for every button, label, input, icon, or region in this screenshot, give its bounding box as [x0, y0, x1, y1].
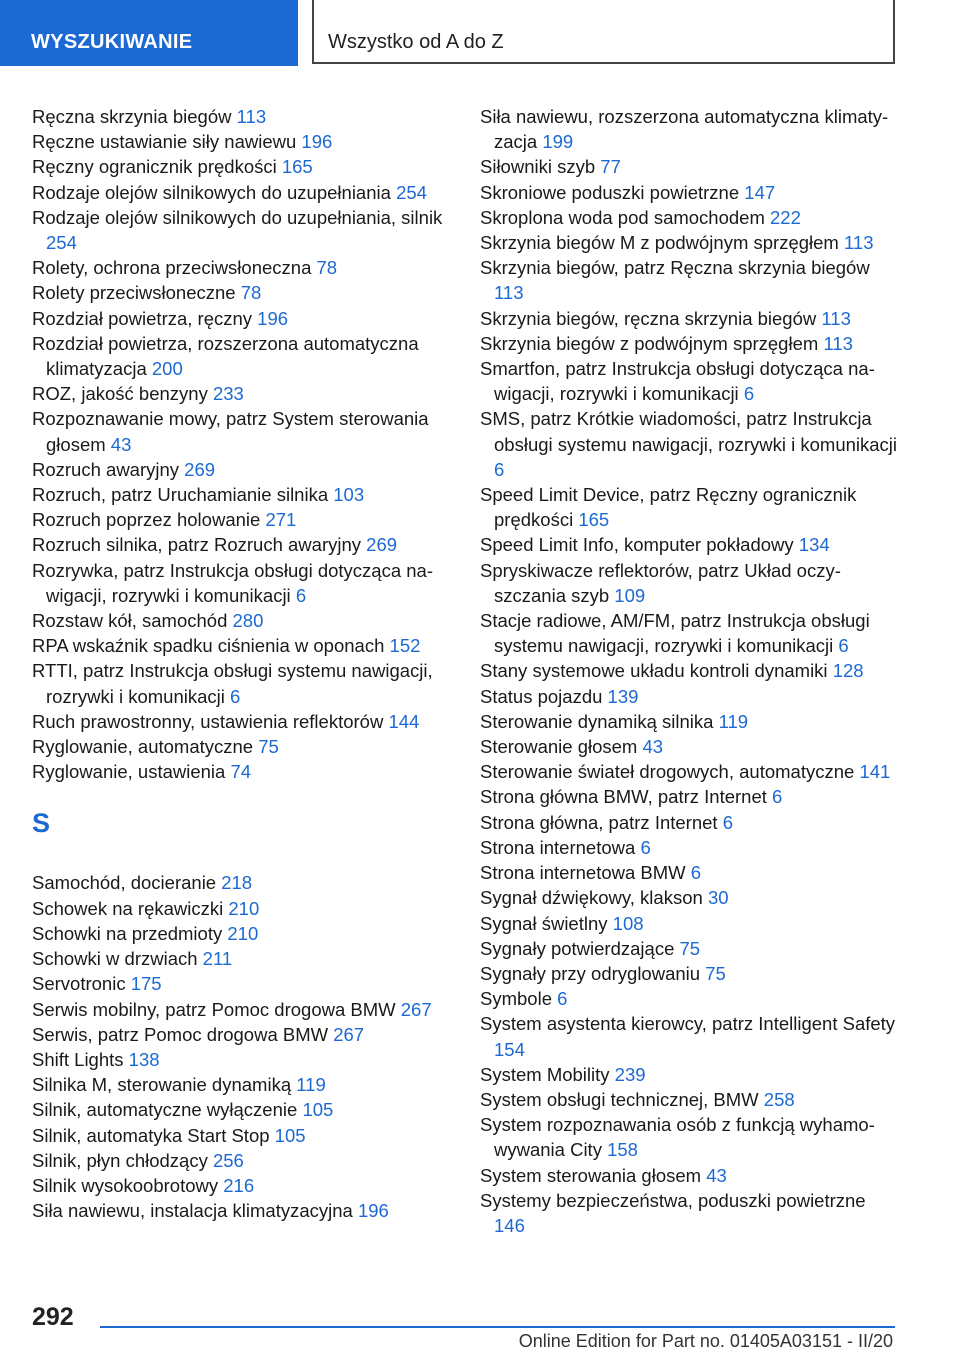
page-link[interactable]: 6 — [743, 383, 755, 405]
page-link[interactable]: 165 — [281, 156, 313, 178]
index-entry — [480, 532, 900, 557]
index-entry — [480, 961, 900, 986]
index-entry-text: Silnik wysokoobrotowy — [32, 1174, 219, 1196]
index-entry-text: Ryglowanie, ustawienia — [32, 761, 226, 783]
index-entry-text: Sterowanie dynamiką silnika — [480, 710, 714, 732]
index-entry — [480, 1062, 900, 1087]
page-link[interactable]: 74 — [230, 761, 252, 783]
page-link[interactable]: 108 — [612, 912, 644, 934]
index-entry-text: Sygnały przy odryglowaniu — [480, 962, 701, 984]
index-entry — [480, 406, 900, 482]
page-link[interactable]: 6 — [838, 635, 849, 657]
index-entry — [480, 734, 900, 759]
index-entry-text: Spryskiwacze reflektorów, patrz Układ oczyszczania szyb — [480, 559, 841, 606]
index-column-right — [480, 104, 900, 1238]
page-link[interactable]: 6 — [690, 862, 702, 884]
index-entry-text: Speed Limit Info, komputer pokładowy — [480, 534, 794, 556]
page-link[interactable]: 30 — [707, 887, 729, 909]
page-link[interactable]: 105 — [274, 1124, 306, 1146]
index-entry — [32, 255, 462, 280]
page-link[interactable]: 210 — [228, 897, 260, 919]
index-entry — [480, 1163, 900, 1188]
page-link[interactable]: 78 — [316, 257, 338, 279]
page-link[interactable]: 146 — [494, 1214, 525, 1236]
page-link[interactable]: 6 — [640, 836, 651, 858]
index-entry-text: SMS, patrz Krótkie wiadomości, patrz Instrukcja obsługi systemu nawigacji, rozrywki i komunikacji — [480, 408, 898, 455]
index-entry — [32, 406, 462, 456]
index-entry-text: Status pojazdu — [480, 685, 603, 707]
index-entry-text: Skroplona woda pod samochodem — [480, 206, 765, 228]
index-entry-text: Rodzaje olejów silnikowych do uzupełniania — [32, 181, 391, 203]
index-entry — [480, 835, 900, 860]
index-entry-text: Rozdział powietrza, ręczny — [32, 307, 253, 329]
index-entry-text: Silnika M, sterowanie dynamiką — [32, 1074, 292, 1096]
index-entry — [32, 532, 462, 557]
index-entry — [480, 230, 900, 255]
index-entry — [32, 759, 462, 784]
index-entry-text: System sterowania głosem — [480, 1164, 702, 1186]
page-link[interactable]: 144 — [388, 710, 420, 732]
index-entry-text: System obsługi technicznej, BMW — [480, 1088, 759, 1110]
index-entry — [32, 507, 462, 532]
page-link[interactable]: 75 — [679, 937, 701, 959]
index-entry — [32, 558, 462, 608]
page-link[interactable]: 128 — [832, 660, 864, 682]
index-entry — [480, 1011, 900, 1061]
index-entry — [480, 986, 900, 1011]
index-entry — [32, 306, 462, 331]
page-link[interactable]: 6 — [230, 685, 241, 707]
page-link[interactable]: 254 — [396, 181, 427, 203]
index-entry-text: Rozruch awaryjny — [32, 458, 180, 480]
page-link[interactable]: 43 — [642, 736, 664, 758]
page-link[interactable]: 105 — [302, 1099, 334, 1121]
index-entry-text: Rozruch poprzez holowanie — [32, 509, 261, 531]
index-entry — [32, 608, 462, 633]
index-entry-text: Skrzynia biegów z podwójnym sprzęgłem — [480, 332, 819, 354]
page-link[interactable]: 113 — [843, 232, 874, 254]
index-entry-text: Rozruch silnika, patrz Rozruch awaryjny — [32, 534, 362, 556]
page-link[interactable]: 6 — [722, 811, 733, 833]
page-link[interactable]: 222 — [770, 206, 801, 228]
index-column-left — [32, 104, 462, 1223]
footer-divider — [100, 1326, 895, 1328]
page-link[interactable]: 113 — [823, 332, 853, 354]
index-entry-text: Strona internetowa BMW — [480, 862, 686, 884]
index-entry-text: Skrzynia biegów, ręczna skrzynia biegów — [480, 307, 817, 329]
index-entry — [32, 331, 462, 381]
index-entry — [480, 558, 900, 608]
page-link[interactable]: 119 — [718, 710, 749, 732]
index-entry-text: Serwis mobilny, patrz Pomoc drogowa BMW — [32, 998, 396, 1020]
index-entry-text: Strona internetowa — [480, 836, 636, 858]
page-link[interactable]: 196 — [357, 1200, 389, 1222]
page-link[interactable]: 267 — [400, 998, 432, 1020]
index-entry-text: Siłowniki szyb — [480, 156, 596, 178]
index-entry — [480, 784, 900, 809]
page-link[interactable]: 165 — [578, 509, 610, 531]
page-link[interactable]: 119 — [296, 1074, 326, 1096]
index-entry-text: Silnik, automatyka Start Stop — [32, 1124, 270, 1146]
index-entry — [32, 1123, 462, 1148]
index-entry-text: Rozdział powietrza, rozszerzona automatyczna klimatyzacja — [32, 332, 419, 380]
index-entry — [32, 1047, 462, 1072]
index-entry — [32, 709, 462, 734]
index-entry — [480, 885, 900, 910]
page-link[interactable]: 109 — [614, 584, 646, 606]
index-entry — [32, 870, 462, 895]
page-number: 292 — [32, 1303, 74, 1331]
page-link[interactable]: 43 — [110, 433, 132, 455]
index-entry — [32, 104, 462, 129]
index-entry — [480, 104, 900, 154]
index-entry — [32, 896, 462, 921]
edition-note: Online Edition for Part no. 01405A03151 - II/20 — [518, 1331, 893, 1351]
index-entry-text: RTTI, patrz Instrukcja obsługi systemu nawigacji, rozrywki i komunikacji — [32, 660, 433, 707]
index-entry-text: Siła nawiewu, rozszerzona automatyczna klimatyzacja — [480, 106, 889, 153]
index-entry-text: Strona główna, patrz Internet — [480, 811, 718, 833]
index-entry — [480, 810, 900, 835]
index-entry-text: Rozrywka, patrz Instrukcja obsługi dotycząca nawigacji, rozrywki i komunikacji — [32, 559, 434, 606]
index-entry-text: ROZ, jakość benzyny — [32, 383, 208, 405]
index-entry-text: System Mobility — [480, 1063, 610, 1085]
index-entry-text: Rolety przeciwsłoneczne — [32, 282, 236, 304]
page-link[interactable]: 269 — [366, 534, 398, 556]
index-entry — [32, 658, 462, 708]
index-entry-text: Ręczna skrzynia biegów — [32, 106, 232, 127]
index-entry — [480, 759, 900, 784]
index-entry — [480, 205, 900, 230]
index-entry-text: Shift Lights — [32, 1048, 124, 1070]
page-link[interactable]: 152 — [389, 635, 421, 657]
index-entry — [32, 921, 462, 946]
index-entry — [32, 1097, 462, 1122]
index-entry-text: Servotronic — [32, 973, 126, 995]
index-entry-text: Stany systemowe układu kontroli dynamiki — [480, 660, 828, 682]
page-link[interactable]: 269 — [184, 458, 216, 480]
index-entry — [32, 205, 462, 255]
index-entry — [32, 1022, 462, 1047]
index-entry — [32, 1148, 462, 1173]
index-entry — [480, 1087, 900, 1112]
index-entry-text: Schowek na rękawiczki — [32, 897, 224, 919]
page-link[interactable]: 6 — [494, 458, 505, 480]
index-entry-text: Systemy bezpieczeństwa, poduszki powietrzne — [480, 1189, 866, 1211]
page-link[interactable]: 216 — [223, 1174, 255, 1196]
index-entry-text: Speed Limit Device, patrz Ręczny ogranicznik prędkości — [480, 484, 857, 531]
page-link[interactable]: 6 — [295, 584, 307, 606]
page-link[interactable]: 134 — [798, 534, 830, 556]
index-entry — [480, 860, 900, 885]
index-entry — [32, 1173, 462, 1198]
page-link[interactable]: 77 — [600, 156, 621, 178]
index-entry-text: Schowki na przedmioty — [32, 922, 223, 944]
index-entry — [480, 482, 900, 532]
index-entry-text: Skrzynia biegów M z podwójnym sprzęgłem — [480, 232, 839, 254]
index-entry — [32, 482, 462, 507]
index-entry — [32, 1198, 462, 1223]
index-entry-text: Rozpoznawanie mowy, patrz System sterowania głosem — [32, 408, 429, 455]
page-link[interactable]: 258 — [763, 1088, 795, 1110]
page-header — [0, 0, 960, 66]
index-entry-text: Sterowanie świateł drogowych, automatyczne — [480, 761, 855, 783]
page-link[interactable]: 267 — [333, 1023, 365, 1045]
index-entry — [480, 154, 900, 179]
page-link[interactable]: 147 — [744, 181, 776, 203]
index-entry — [480, 709, 900, 734]
index-letter-heading: S — [32, 808, 51, 839]
index-entry-text: Serwis, patrz Pomoc drogowa BMW — [32, 1023, 329, 1045]
page-link[interactable]: 158 — [607, 1139, 638, 1161]
page-link[interactable]: 175 — [130, 973, 162, 995]
index-entry-text: Ręczny ogranicznik prędkości — [32, 156, 277, 178]
page-link[interactable]: 43 — [706, 1164, 727, 1186]
index-entry-text: Stacje radiowe, AM/FM, patrz Instrukcja obsługi systemu nawigacji, rozrywki i komunikacji — [480, 610, 870, 657]
page-link[interactable]: 233 — [212, 383, 244, 405]
index-entry — [480, 1112, 900, 1162]
index-entry-text: Siła nawiewu, instalacja klimatyzacyjna — [32, 1200, 353, 1222]
page-link[interactable]: 256 — [212, 1149, 244, 1171]
page-link[interactable]: 199 — [542, 131, 574, 153]
section-tab: WYSZUKIWANIE — [0, 0, 298, 66]
index-entry-text: Ręczne ustawianie siły nawiewu — [32, 131, 297, 153]
index-entry — [480, 911, 900, 936]
index-entry-text: Sygnał świetlny — [480, 912, 608, 934]
index-entry-text: Sygnał dźwiękowy, klakson — [480, 887, 703, 909]
index-entry — [480, 684, 900, 709]
index-entry — [32, 997, 462, 1022]
page-link[interactable]: 103 — [333, 484, 365, 506]
index-entry-text: Silnik, płyn chłodzący — [32, 1149, 208, 1171]
index-entry-text: Rozruch, patrz Uruchamianie silnika — [32, 484, 329, 506]
index-entry-text: Skroniowe poduszki powietrzne — [480, 181, 740, 203]
index-entry-text: Rozstaw kół, samochód — [32, 610, 228, 632]
index-entry — [480, 936, 900, 961]
page-link[interactable]: 75 — [705, 962, 726, 984]
page-link[interactable]: 113 — [236, 106, 267, 127]
index-entry — [480, 255, 900, 305]
index-entry — [32, 180, 462, 205]
index-entry-text: Silnik, automatyczne wyłączenie — [32, 1099, 298, 1121]
page-link[interactable]: 139 — [607, 685, 639, 707]
page-link[interactable]: 211 — [202, 948, 233, 970]
page-link[interactable]: 154 — [494, 1038, 525, 1060]
page-link[interactable]: 200 — [151, 358, 183, 380]
index-entry-text: Samochód, docieranie — [32, 872, 217, 894]
index-entry — [32, 154, 462, 179]
page-link[interactable]: 280 — [232, 610, 264, 632]
index-entry-text: Sygnały potwierdzające — [480, 937, 675, 959]
index-entry-text: Ruch prawostronny, ustawienia reflektorów — [32, 710, 384, 732]
page-link[interactable]: 254 — [46, 232, 77, 254]
page-link[interactable]: 218 — [221, 872, 253, 894]
index-entry-text: RPA wskaźnik spadku ciśnienia w oponach — [32, 635, 385, 657]
page-link[interactable]: 271 — [265, 509, 297, 531]
page-link[interactable]: 210 — [227, 922, 259, 944]
index-entry — [32, 381, 462, 406]
index-entry — [480, 331, 900, 356]
index-entry — [480, 1188, 900, 1238]
index-entry-text: Ryglowanie, automatyczne — [32, 736, 254, 758]
page-link[interactable]: 75 — [258, 736, 279, 758]
index-entry — [32, 734, 462, 759]
index-entry — [480, 180, 900, 205]
page-link[interactable]: 6 — [772, 786, 783, 808]
header-title: Wszystko od A do Z — [312, 0, 895, 64]
index-entry — [32, 633, 462, 658]
index-entry-text: Rodzaje olejów silnikowych do uzupełniania, silnik — [32, 206, 443, 228]
page-link[interactable]: 239 — [614, 1063, 646, 1085]
page-link[interactable]: 78 — [240, 282, 262, 304]
page-link[interactable]: 6 — [557, 988, 568, 1010]
index-entry-text: Sterowanie głosem — [480, 736, 638, 758]
index-entry-text: Symbole — [480, 988, 552, 1010]
index-entry — [32, 129, 462, 154]
index-entry-text: Skrzynia biegów, patrz Ręczna skrzynia biegów — [480, 257, 870, 279]
index-entry — [32, 457, 462, 482]
index-entry-text: Rolety, ochrona przeciwsłoneczna — [32, 257, 312, 279]
index-entry — [480, 306, 900, 331]
index-entry — [480, 356, 900, 406]
index-entry — [32, 946, 462, 971]
page-link[interactable]: 141 — [859, 761, 891, 783]
index-entry — [480, 608, 900, 658]
index-entry-text: Smartfon, patrz Instrukcja obsługi dotycząca nawigacji, rozrywki i komunikacji — [480, 358, 875, 405]
page-link[interactable]: 196 — [301, 131, 333, 153]
index-entry-text: System rozpoznawania osób z funkcją wyhamowywania City — [480, 1114, 875, 1161]
index-entry — [32, 971, 462, 996]
index-entry — [480, 658, 900, 683]
page-link[interactable]: 113 — [821, 307, 851, 329]
index-entry-text: Strona główna BMW, patrz Internet — [480, 786, 767, 808]
index-entry-text: Schowki w drzwiach — [32, 948, 198, 970]
page-link[interactable]: 138 — [128, 1048, 160, 1070]
page-link[interactable]: 196 — [257, 307, 289, 329]
index-entry-text: System asystenta kierowcy, patrz Intelligent Safety — [480, 1013, 896, 1035]
index-entry — [32, 1072, 462, 1097]
index-entry — [32, 280, 462, 305]
page-link[interactable]: 113 — [494, 282, 524, 304]
